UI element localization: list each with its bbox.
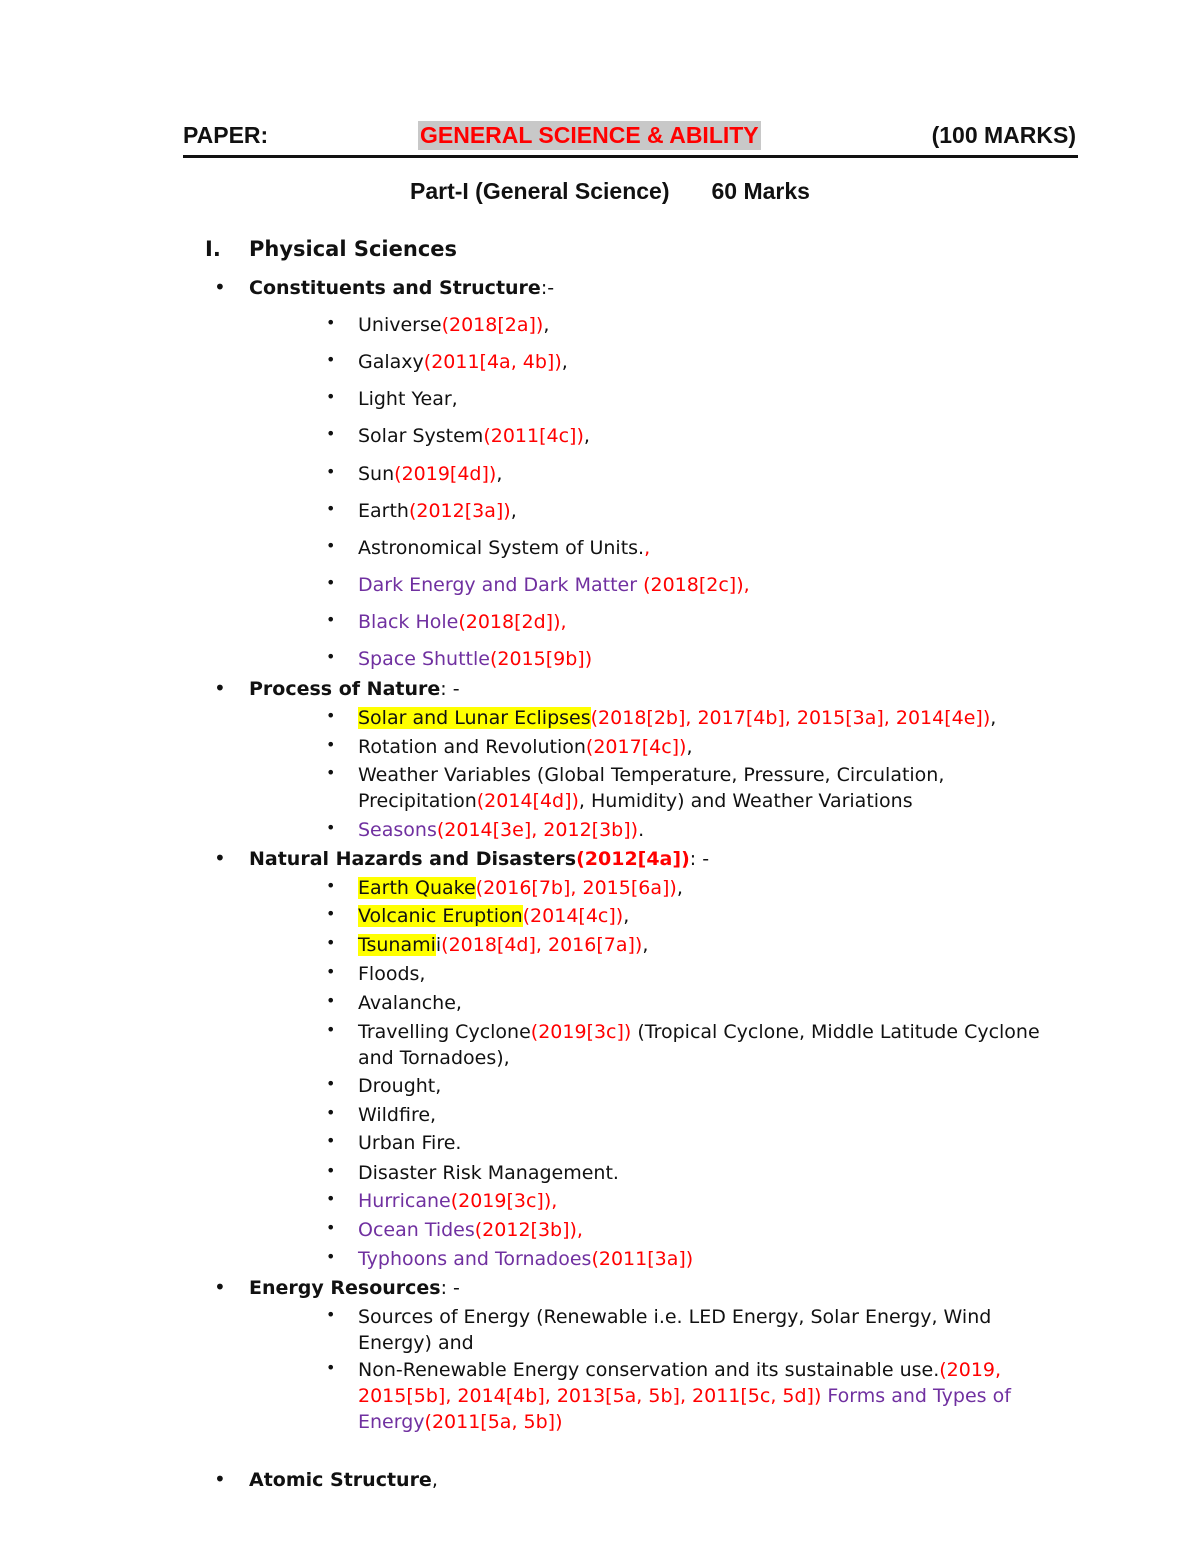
topic-title: Constituents and Structure — [249, 277, 541, 299]
item-bullet: • — [326, 818, 336, 837]
list-item-sun — [358, 461, 502, 487]
item-tail: . — [638, 819, 645, 841]
list-item-wildfire — [358, 1102, 436, 1128]
item-text: Floods, — [358, 963, 426, 985]
topic-bullet: • — [214, 275, 226, 299]
item-text: Drought, — [358, 1075, 442, 1097]
item-ref: (2019[3c]) — [530, 1021, 632, 1043]
part-heading — [410, 178, 810, 205]
item-ref: (2017[4c]) — [585, 736, 687, 758]
paper-subject: GENERAL SCIENCE & ABILITY — [420, 122, 759, 148]
part-marks: 60 Marks — [711, 178, 810, 204]
topic-suffix: :- — [540, 277, 555, 299]
item-tail: , — [990, 707, 997, 729]
item-ref: (2019[4d]) — [394, 463, 497, 485]
item-text: Hurricane — [358, 1190, 451, 1212]
item-text: Space Shuttle — [358, 648, 490, 670]
topic-bullet: • — [214, 1467, 226, 1491]
item-bullet: • — [326, 350, 336, 369]
topic-atomic-structure — [249, 1467, 438, 1493]
topic-bullet: • — [214, 846, 226, 870]
topic-suffix: , — [431, 1469, 438, 1491]
topic-constituents — [249, 275, 554, 301]
item-text: Urban Fire. — [358, 1132, 462, 1154]
topic-title: Process of Nature — [249, 678, 441, 700]
item-bullet: • — [326, 991, 336, 1010]
item-bullet: • — [326, 933, 336, 952]
item-bullet: • — [326, 904, 336, 923]
item-bullet: • — [326, 1074, 336, 1093]
item-text: Solar System — [358, 425, 484, 447]
section-number: I. — [205, 237, 221, 261]
list-item-black-hole — [358, 609, 567, 635]
list-item-ocean-tides — [358, 1217, 583, 1243]
item-ref: (2011[4a, 4b]) — [423, 351, 562, 373]
item-tail: , — [644, 537, 651, 559]
topic-natural-hazards — [249, 846, 709, 872]
item-text: Volcanic Eruption — [358, 905, 523, 927]
item-tail: , — [642, 934, 649, 956]
item-forms: Forms and Types of Energy — [358, 1385, 1011, 1433]
item-ref: (2011[3a]) — [591, 1248, 694, 1270]
item-text: Rotation and Revolution — [358, 736, 586, 758]
item-bullet: • — [326, 763, 336, 782]
item-tail: , — [510, 500, 517, 522]
item-ref: (2015[9b]) — [489, 648, 593, 670]
paper-header — [183, 118, 1078, 158]
item-bullet: • — [326, 424, 336, 443]
topic-process-of-nature — [249, 676, 460, 702]
item-bullet: • — [326, 876, 336, 895]
list-item-universe — [358, 312, 549, 338]
list-item-drought — [358, 1073, 441, 1099]
item-bullet: • — [326, 610, 336, 629]
item-ref: (2012[3b]), — [474, 1219, 583, 1241]
list-item-earthquake — [358, 875, 683, 901]
topic-title: Natural Hazards and Disasters — [249, 848, 577, 870]
list-item-dark-energy — [358, 572, 750, 598]
list-item-eclipses — [358, 705, 996, 731]
list-item-avalanche — [358, 990, 462, 1016]
item-bullet: • — [326, 1020, 336, 1039]
list-item-cyclone — [358, 1019, 1058, 1071]
list-item-floods — [358, 961, 425, 987]
item-bullet: • — [326, 536, 336, 555]
item-bullet: • — [326, 1189, 336, 1208]
item-text: Avalanche, — [358, 992, 462, 1014]
topic-bullet: • — [214, 676, 226, 700]
item-text: Weather Variables (Global Temperature, Pressure, Circulation, Precipitation — [358, 764, 945, 812]
item-bullet: • — [326, 462, 336, 481]
section-title: Physical Sciences — [249, 237, 458, 261]
item-bullet: • — [326, 499, 336, 518]
topic-suffix: : - — [689, 848, 710, 870]
item-text-cont: , Humidity) and Weather Variations — [578, 790, 913, 812]
item-text-cont: (Tropical Cyclone, Middle Latitude Cyclone and Tornadoes), — [358, 1021, 1040, 1069]
list-item-rotation — [358, 734, 693, 760]
item-text: Universe — [358, 314, 442, 336]
item-bullet: • — [326, 647, 336, 666]
item-bullet: • — [326, 1131, 336, 1150]
list-item-solar-system — [358, 423, 590, 449]
paper-marks: (100 MARKS) — [931, 122, 1076, 148]
item-text: Astronomical System of Units. — [358, 537, 645, 559]
topic-title: Energy Resources — [249, 1277, 441, 1299]
item-text-cont: i — [435, 934, 442, 956]
item-text: Seasons — [358, 819, 437, 841]
topic-suffix: : - — [440, 678, 460, 700]
list-item-space-shuttle — [358, 646, 592, 672]
item-tail: , — [496, 463, 503, 485]
item-text: Wildfire, — [358, 1104, 437, 1126]
list-item-light-year — [358, 386, 458, 412]
topic-suffix: : - — [440, 1277, 460, 1299]
item-bullet: • — [326, 1103, 336, 1122]
list-item-weather — [358, 762, 1058, 814]
item-ref: (2011[4c]) — [483, 425, 584, 447]
topic-bullet: • — [214, 1275, 226, 1299]
list-item-tsunami — [358, 932, 648, 958]
item-bullet: • — [326, 1358, 336, 1377]
topic-ref: (2012[4a]) — [576, 848, 690, 870]
topic-title: Atomic Structure — [249, 1469, 432, 1491]
list-item-risk-management — [358, 1160, 619, 1186]
item-ref: (2018[2c]), — [643, 574, 750, 596]
list-item-hurricane — [358, 1188, 557, 1214]
item-text: Travelling Cyclone — [358, 1021, 531, 1043]
item-text: Black Hole — [358, 611, 459, 633]
item-text: Disaster Risk Management. — [358, 1162, 619, 1184]
item-text: Sun — [358, 463, 395, 485]
item-ref-2: (2011[5a, 5b]) — [424, 1411, 563, 1433]
header-underline — [183, 155, 1078, 158]
item-text: Dark Energy and Dark Matter — [358, 574, 644, 596]
item-bullet: • — [326, 1305, 336, 1324]
item-ref: (2018[2d]), — [458, 611, 567, 633]
list-item-galaxy — [358, 349, 568, 375]
item-bullet: • — [326, 573, 336, 592]
item-bullet: • — [326, 1247, 336, 1266]
item-ref: (2016[7b], 2015[6a]) — [475, 877, 677, 899]
list-item-non-renewable — [358, 1357, 1058, 1435]
item-bullet: • — [326, 313, 336, 332]
item-bullet: • — [326, 706, 336, 725]
list-item-energy-sources — [358, 1304, 1058, 1356]
item-text: Solar and Lunar Eclipses — [358, 707, 591, 729]
item-ref: (2018[4d], 2016[7a]) — [441, 934, 643, 956]
item-ref: (2014[4d]) — [476, 790, 579, 812]
item-ref: (2012[3a]) — [408, 500, 511, 522]
item-tail: , — [543, 314, 550, 336]
item-text: Sources of Energy (Renewable i.e. LED Energy, Solar Energy, Wind Energy) and — [358, 1306, 992, 1354]
item-tail: , — [676, 877, 683, 899]
item-tail: , — [583, 425, 590, 447]
item-text: Earth Quake — [358, 877, 476, 899]
item-text: Earth — [358, 500, 409, 522]
item-text: Tsunami — [358, 934, 436, 956]
item-text: Non-Renewable Energy conservation and its sustainable use. — [358, 1359, 940, 1381]
item-tail: , — [686, 736, 693, 758]
item-text: Galaxy — [358, 351, 424, 373]
item-ref: (2019[3c]), — [450, 1190, 558, 1212]
item-bullet: • — [326, 735, 336, 754]
item-text: Typhoons and Tornadoes — [358, 1248, 592, 1270]
topic-energy-resources — [249, 1275, 460, 1301]
part-title: Part-I (General Science) — [410, 178, 670, 204]
item-text: Ocean Tides — [358, 1219, 475, 1241]
list-item-typhoons — [358, 1246, 693, 1272]
item-ref: (2014[4c]) — [522, 905, 624, 927]
list-item-volcanic — [358, 903, 629, 929]
list-item-seasons — [358, 817, 644, 843]
paper-label: PAPER: — [183, 122, 269, 148]
list-item-earth — [358, 498, 517, 524]
item-bullet: • — [326, 387, 336, 406]
item-bullet: • — [326, 962, 336, 981]
list-item-urban-fire — [358, 1130, 461, 1156]
item-text: Light Year, — [358, 388, 458, 410]
list-item-astronomical-units — [358, 535, 650, 561]
item-ref: (2019, 2015[5b], 2014[4b], 2013[5a, 5b], 2011[5c, 5d]) — [358, 1359, 1002, 1407]
item-tail: , — [561, 351, 568, 373]
item-ref: (2014[3e], 2012[3b]) — [436, 819, 639, 841]
item-ref: (2018[2b], 2017[4b], 2015[3a], 2014[4e]) — [590, 707, 991, 729]
item-tail: , — [623, 905, 630, 927]
item-ref: (2018[2a]) — [441, 314, 544, 336]
item-bullet: • — [326, 1218, 336, 1237]
item-bullet: • — [326, 1161, 336, 1180]
